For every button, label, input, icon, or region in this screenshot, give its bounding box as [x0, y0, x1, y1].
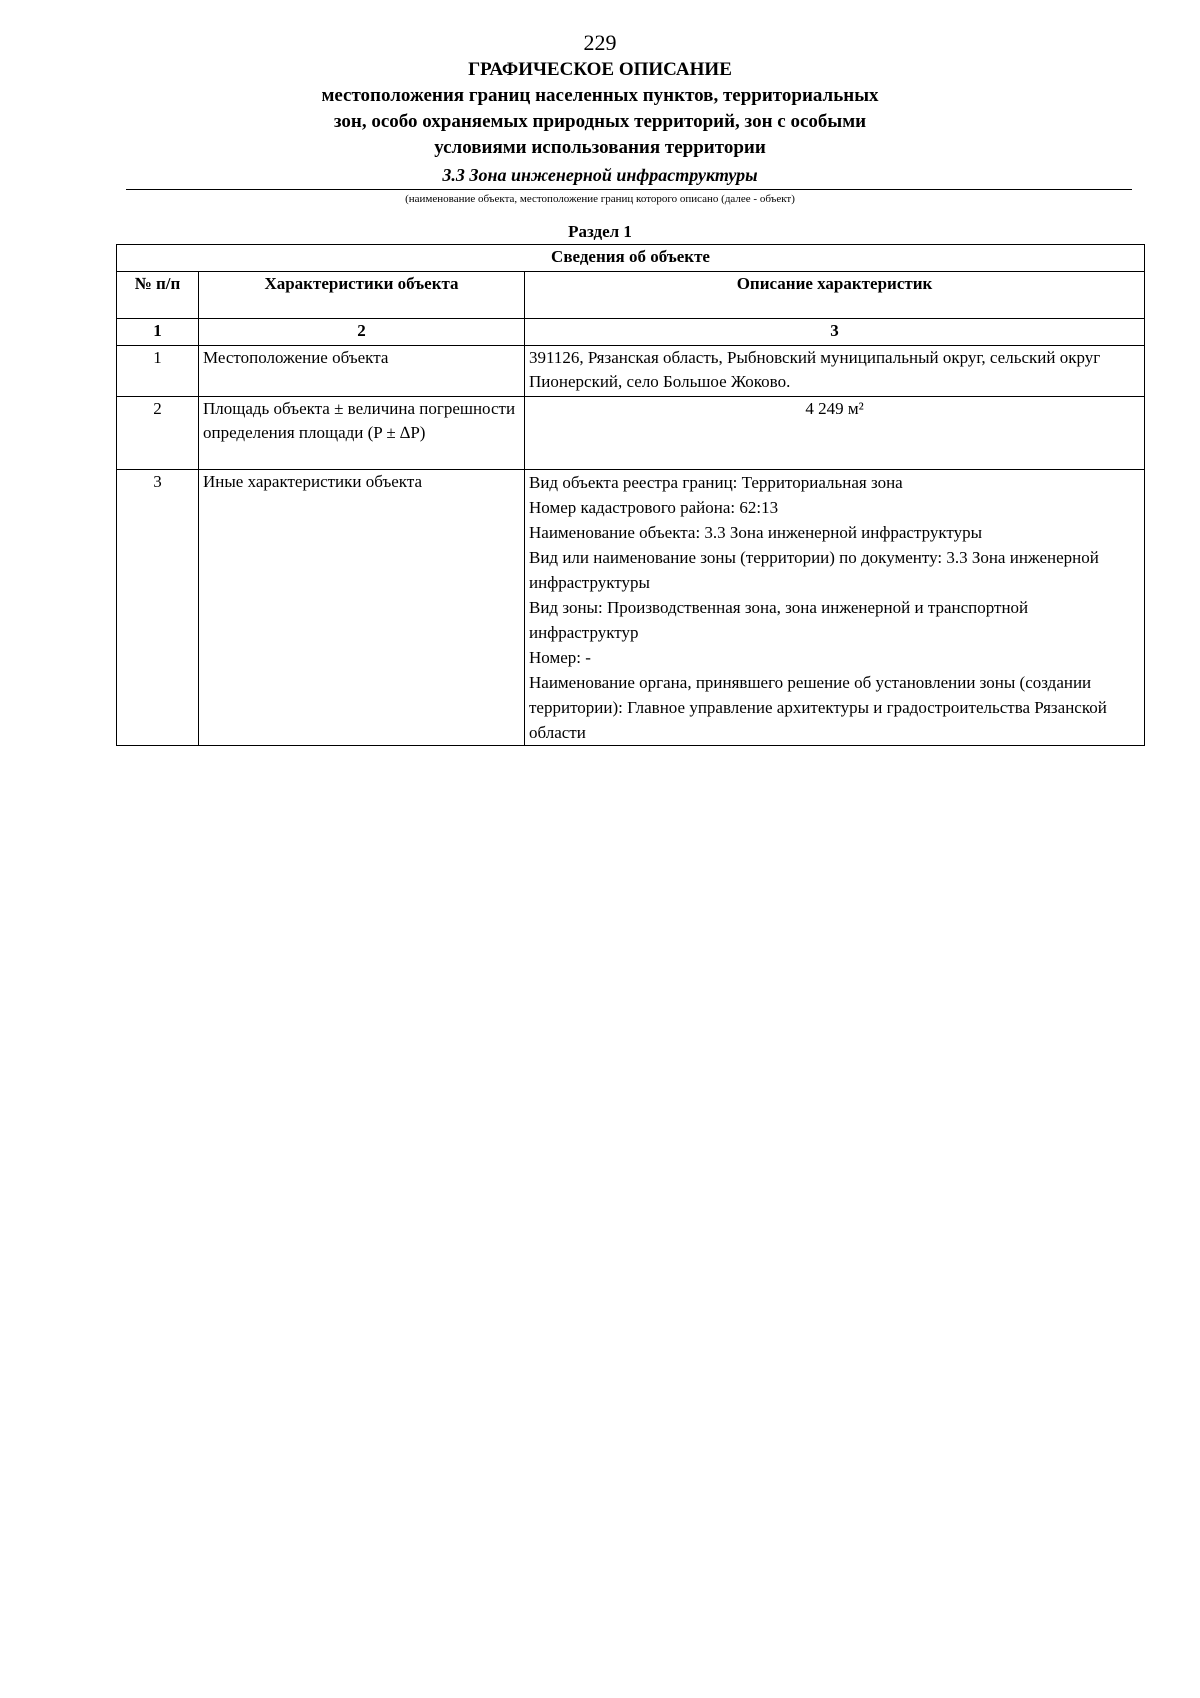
title-line: местоположения границ населенных пунктов, территориальных — [321, 85, 879, 106]
object-caption: (наименование объекта, местоположение границ которого описано (далее - объект) — [405, 193, 795, 205]
row-characteristic: Местоположение объекта — [199, 346, 525, 397]
title-line: условиями использования территории — [434, 137, 766, 158]
title-main: ГРАФИЧЕСКОЕ ОПИСАНИЕ — [468, 59, 732, 80]
header-description: Описание характеристик — [525, 272, 1145, 319]
description-line: Наименование объекта: 3.3 Зона инженерной инфраструктуры — [529, 523, 983, 542]
description-line: Вид зоны: Производственная зона, зона инженерной и транспортной инфраструктур — [529, 598, 1029, 642]
table-row — [117, 470, 1145, 746]
section-title: Раздел 1 — [568, 222, 632, 241]
row-description — [525, 470, 1145, 746]
column-number: 3 — [525, 319, 1145, 346]
row-number: 2 — [117, 397, 199, 470]
header-number: № п/п — [117, 272, 199, 319]
table-row — [117, 397, 1145, 470]
row-characteristic: Площадь объекта ± величина погрешности определения площади (P ± ∆P) — [199, 397, 525, 470]
object-name-underline — [126, 189, 1132, 190]
document-title — [0, 57, 1200, 161]
page-number: 229 — [583, 30, 617, 55]
column-number: 2 — [199, 319, 525, 346]
description-line: Номер: - — [529, 648, 591, 667]
header-characteristic: Характеристики объекта — [199, 272, 525, 319]
row-number: 3 — [117, 470, 199, 746]
object-info-table — [116, 244, 1145, 746]
description-line: Наименование органа, принявшего решение об установлении зоны (создании территории): Главное управление архитектуры и градостроительства Рязанской области — [529, 673, 1107, 742]
description-line: Номер кадастрового района: 62:13 — [529, 498, 779, 517]
object-name: 3.3 Зона инженерной инфраструктуры — [442, 165, 758, 185]
column-number: 1 — [117, 319, 199, 346]
row-characteristic: Иные характеристики объекта — [199, 470, 525, 746]
description-line: Вид или наименование зоны (территории) по документу: 3.3 Зона инженерной инфраструктуры — [529, 548, 1099, 592]
table-caption-row — [117, 245, 1145, 272]
table-row — [117, 346, 1145, 397]
column-number-row — [117, 319, 1145, 346]
row-description: 391126, Рязанская область, Рыбновский муниципальный округ, сельский округ Пионерский, село Большое Жоково. — [525, 346, 1145, 397]
description-line: Вид объекта реестра границ: Территориальная зона — [529, 473, 903, 492]
table-header-row — [117, 272, 1145, 319]
title-line: зон, особо охраняемых природных территорий, зон с особыми — [333, 111, 867, 132]
table-caption: Сведения об объекте — [117, 245, 1145, 272]
row-description: 4 249 м² — [525, 397, 1145, 470]
row-number: 1 — [117, 346, 199, 397]
